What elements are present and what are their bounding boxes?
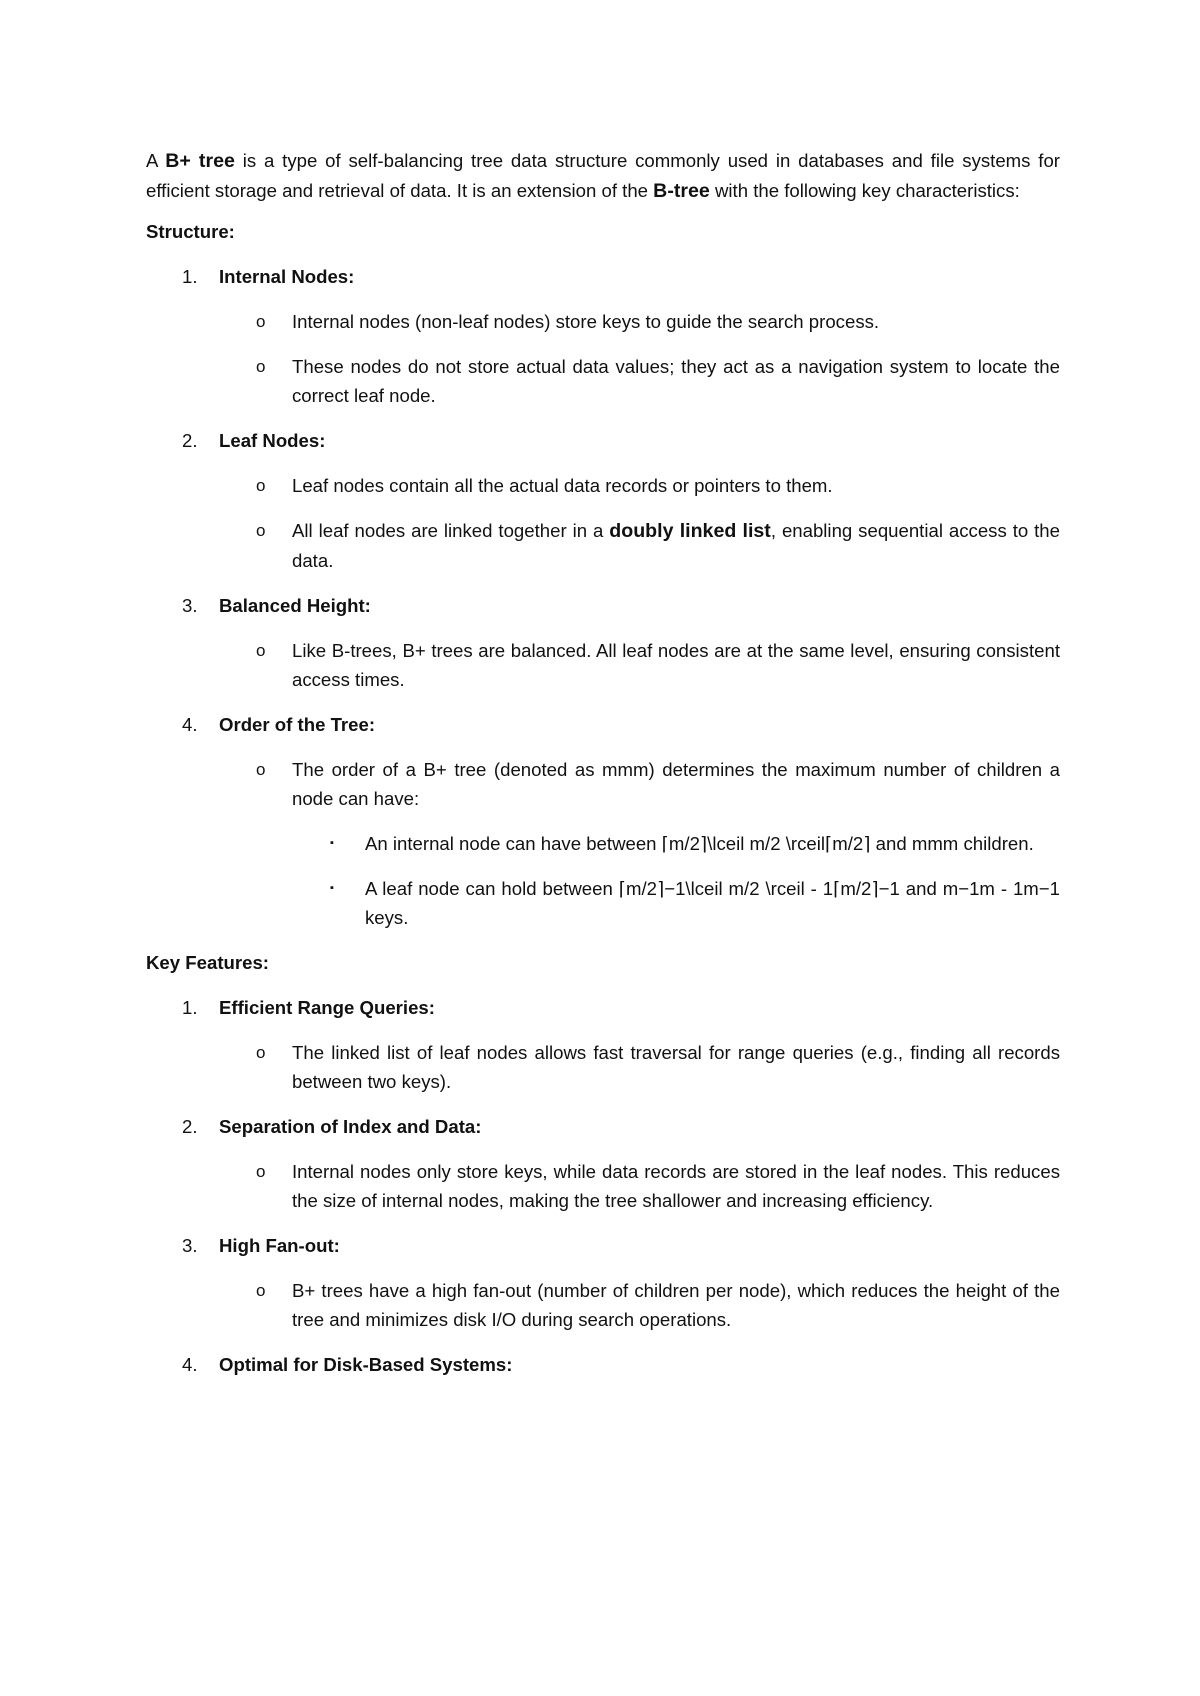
bullet-text: Like B-trees, B+ trees are balanced. All leaf nodes are at the same level, ensuring consistent access times.: [292, 640, 1060, 690]
bullet-text: The linked list of leaf nodes allows fast traversal for range queries (e.g., finding all records between two keys).: [292, 1042, 1060, 1092]
list-item: [146, 755, 1060, 813]
bullet-text: The order of a B+ tree (denoted as mmm) determines the maximum number of children a node can have:: [292, 759, 1060, 809]
item-number: 3.: [182, 595, 198, 616]
square-bullet-icon: ▪: [330, 882, 334, 894]
circle-bullet-icon: o: [256, 760, 266, 779]
list-item: [146, 829, 1060, 858]
item-title: Order of the Tree:: [219, 714, 376, 735]
intro-text-1: A: [146, 150, 166, 171]
circle-bullet-icon: o: [256, 357, 266, 376]
item-number: 1.: [182, 266, 198, 287]
structure-item-internal-nodes: [146, 262, 1060, 291]
circle-bullet-icon: o: [256, 641, 266, 660]
item-number: 4.: [182, 714, 198, 735]
document-body: [146, 146, 1060, 1379]
list-item: [146, 874, 1060, 932]
item-number: 2.: [182, 430, 198, 451]
subbullet-text: An internal node can have between ⌈m/2⌉\lceil m/2 \rceil⌈m/2⌉ and mmm children.: [365, 833, 1034, 854]
item-number: 2.: [182, 1116, 198, 1137]
structure-item-leaf-nodes: [146, 426, 1060, 455]
item-title: Balanced Height:: [219, 595, 371, 616]
bullet-text: B+ trees have a high fan-out (number of children per node), which reduces the height of the tree and minimizes disk I/O during search operations.: [292, 1280, 1060, 1330]
square-bullet-icon: ▪: [330, 837, 334, 849]
bullet-text-pre: All leaf nodes are linked together in a: [292, 520, 610, 541]
item-title: Internal Nodes:: [219, 266, 355, 287]
list-item: [146, 471, 1060, 500]
item-number: 3.: [182, 1235, 198, 1256]
bullet-text: These nodes do not store actual data values; they act as a navigation system to locate the correct leaf node.: [292, 356, 1060, 406]
circle-bullet-icon: o: [256, 476, 266, 495]
list-item: [146, 307, 1060, 336]
list-item: [146, 1038, 1060, 1096]
item-title: High Fan-out:: [219, 1235, 340, 1256]
subbullet-text: A leaf node can hold between ⌈m/2⌉−1\lceil m/2 \rceil - 1⌈m/2⌉−1 and m−1m - 1m−1 keys.: [365, 878, 1060, 928]
intro-text-3: with the following key characteristics:: [709, 180, 1020, 201]
feature-item-efficient-range-queries: [146, 993, 1060, 1022]
list-item: [146, 636, 1060, 694]
structure-item-balanced-height: [146, 591, 1060, 620]
circle-bullet-icon: o: [256, 312, 266, 331]
item-title: Optimal for Disk-Based Systems:: [219, 1354, 513, 1375]
circle-bullet-icon: o: [256, 1043, 266, 1062]
item-title: Leaf Nodes:: [219, 430, 326, 451]
bullet-text: Internal nodes (non-leaf nodes) store keys to guide the search process.: [292, 311, 880, 332]
list-item: [146, 516, 1060, 575]
intro-text-2: is a type of self-balancing tree data structure commonly used in databases and file systems for efficient storage and retrieval of data. It is an extension of the: [146, 150, 1060, 201]
circle-bullet-icon: o: [256, 521, 266, 540]
item-title: Efficient Range Queries:: [219, 997, 435, 1018]
structure-item-order-of-tree: [146, 710, 1060, 739]
item-number: 4.: [182, 1354, 198, 1375]
intro-bold-bplus-tree: B+ tree: [165, 150, 235, 172]
list-item: [146, 1276, 1060, 1334]
structure-heading: Structure:: [146, 221, 235, 242]
feature-item-separation-index-data: [146, 1112, 1060, 1141]
bullet-text: Leaf nodes contain all the actual data records or pointers to them.: [292, 475, 833, 496]
circle-bullet-icon: o: [256, 1162, 266, 1181]
intro-paragraph: [146, 146, 1060, 206]
bullet-bold-doubly-linked-list: doubly linked list: [609, 520, 771, 542]
intro-bold-btree: B-tree: [653, 180, 710, 202]
list-item: [146, 352, 1060, 410]
bullet-text-post: , enabling sequential access to the data.: [292, 520, 1060, 571]
key-features-heading: Key Features:: [146, 952, 269, 973]
item-number: 1.: [182, 997, 198, 1018]
item-title: Separation of Index and Data:: [219, 1116, 482, 1137]
feature-item-high-fan-out: [146, 1231, 1060, 1260]
list-item: [146, 1157, 1060, 1215]
circle-bullet-icon: o: [256, 1281, 266, 1300]
bullet-text: Internal nodes only store keys, while data records are stored in the leaf nodes. This reduces the size of internal nodes, making the tree shallower and increasing efficiency.: [292, 1161, 1060, 1211]
feature-item-optimal-disk-based: [146, 1350, 1060, 1379]
